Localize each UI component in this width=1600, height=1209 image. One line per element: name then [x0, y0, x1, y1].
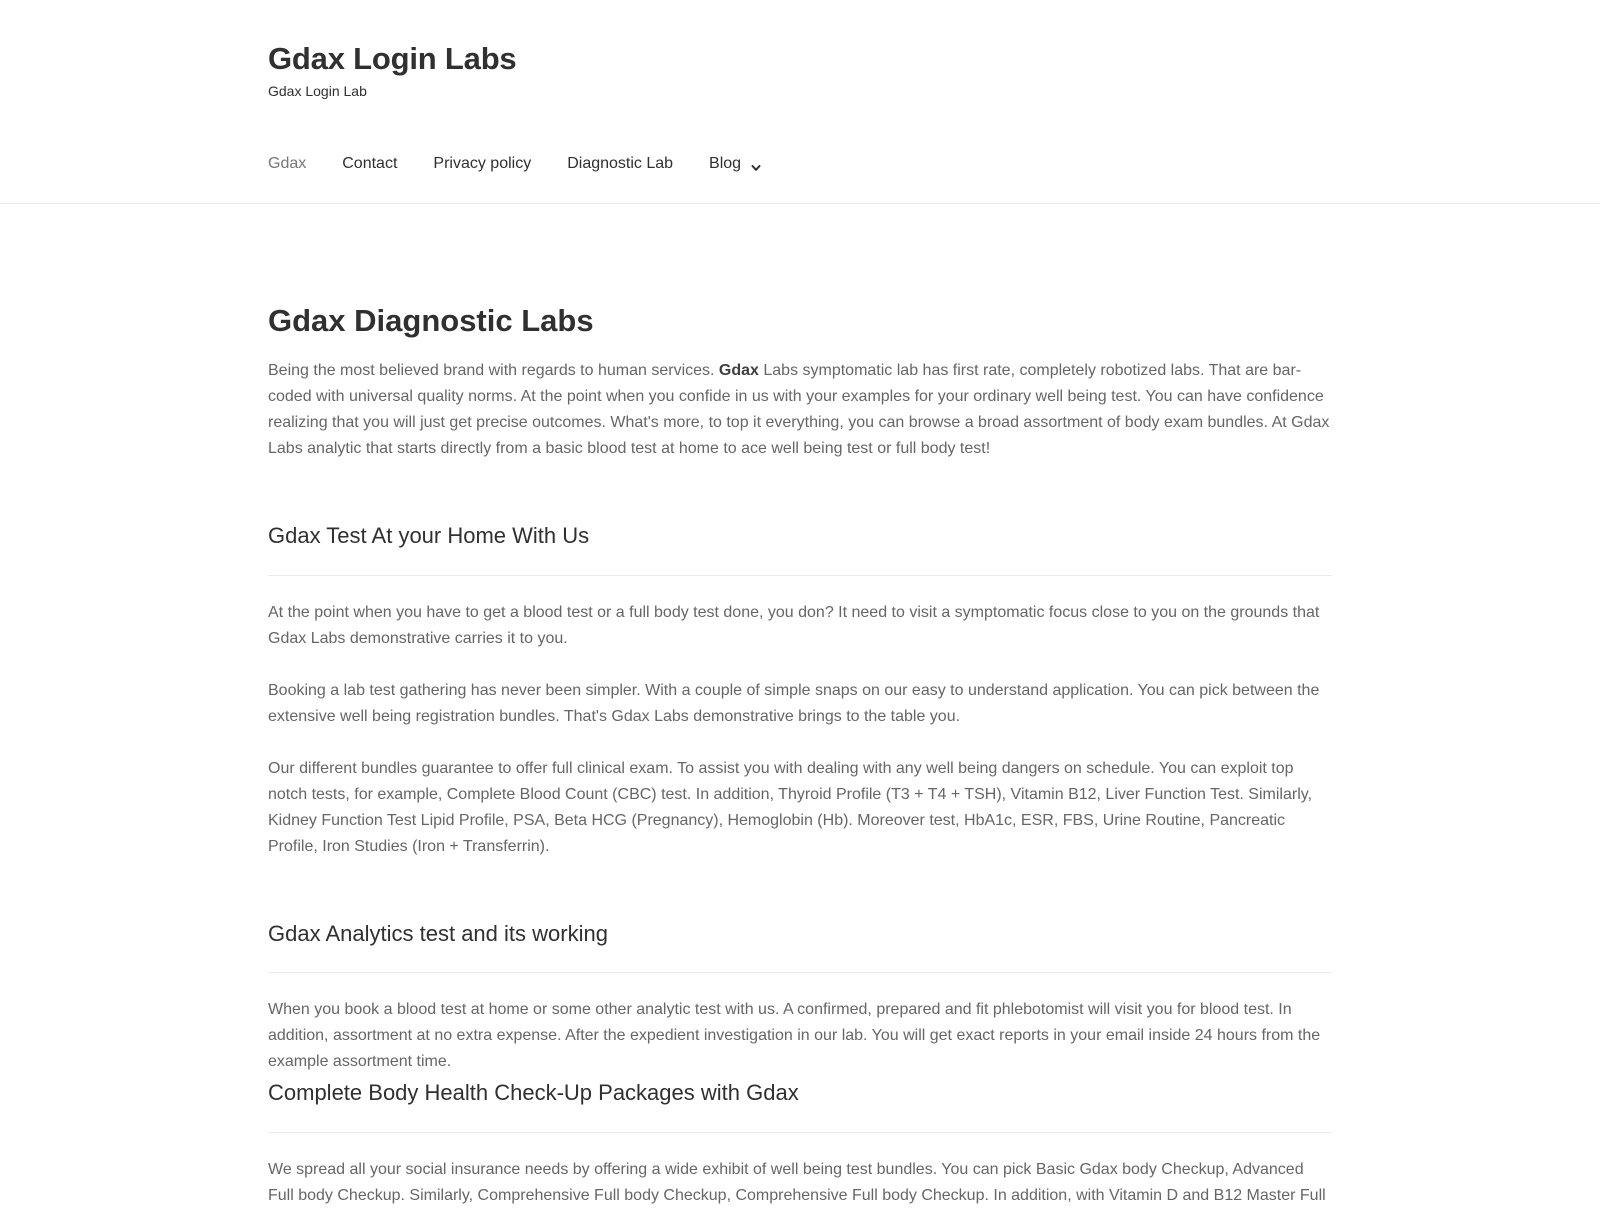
chevron-down-icon[interactable]	[751, 159, 761, 169]
intro-text-start: Being the most believed brand with regards to human services.	[268, 362, 719, 380]
intro-text-end: Labs symptomatic lab has first rate, completely robotized labs. That are bar-coded with universal quality norms. At the point when you confide in us with your examples for your ordinary well being test. You can have confidence realizing that you will just get precise outcomes. What's more, to top it everything, you can browse a broad assortment of body exam bundles. At Gdax Labs analytic that starts directly from a basic blood test at home to ace well being test or full body test!	[268, 362, 1330, 458]
intro-brand-bold: Gdax	[718, 362, 759, 380]
nav-item-label: Diagnostic Lab	[567, 155, 674, 172]
main-navigation	[268, 154, 797, 174]
nav-item-gdax[interactable]	[268, 154, 306, 174]
site-header	[0, 0, 1600, 204]
section-heading-analytics: Gdax Analytics test and its working	[268, 920, 1332, 974]
nav-item-diagnostic-lab[interactable]	[567, 154, 673, 174]
section-paragraph: Booking a lab test gathering has never been simpler. With a couple of simple snaps on our easy to understand application. You can pick between the extensive well being registration bundles. That's Gdax Labs demonstrative brings to the table you.	[268, 681, 1320, 725]
main-content	[268, 302, 1332, 1209]
nav-item-privacy-policy[interactable]	[433, 154, 531, 174]
nav-item-label: Privacy policy	[433, 155, 532, 172]
section-paragraph: We spread all your social insurance needs by offering a wide exhibit of well being test bundles. You can pick Basic Gdax body Checkup, Advanced Full body Checkup. Similarly, Comprehensive Full body Checkup, Comprehensive Full body Checkup. In addition, with Vitamin D and B12 Master Full	[268, 1160, 1326, 1204]
nav-item-blog[interactable]	[709, 154, 761, 174]
nav-item-label: Blog	[709, 155, 742, 172]
nav-item-contact[interactable]	[342, 154, 397, 174]
nav-item-label: Contact	[342, 155, 398, 172]
site-title[interactable]: Gdax Login Labs	[268, 41, 517, 76]
section-heading-home-test: Gdax Test At your Home With Us	[268, 522, 1332, 576]
nav-item-label: Gdax	[268, 155, 307, 172]
section-paragraph: At the point when you have to get a blood test or a full body test done, you don? It need to visit a symptomatic focus close to you on the grounds that Gdax Labs demonstrative carries it to you.	[268, 603, 1320, 647]
site-tagline: Gdax Login Lab	[268, 83, 367, 99]
section-heading-packages: Complete Body Health Check-Up Packages with Gdax	[268, 1079, 1332, 1133]
section-paragraph: Our different bundles guarantee to offer full clinical exam. To assist you with dealing with any well being dangers on schedule. You can exploit top notch tests, for example, Complete Blood Count (CBC) test. In addition, Thyroid Profile (T3 + T4 + TSH), Vitamin B12, Liver Function Test. Similarly, Kidney Function Test Lipid Profile, PSA, Beta HCG (Pregnancy), Hemoglobin (Hb). Moreover test, HbA1c, ESR, FBS, Urine Routine, Pancreatic Profile, Iron Studies (Iron + Transferrin).	[268, 759, 1313, 855]
intro-paragraph	[268, 358, 1332, 462]
page-title: Gdax Diagnostic Labs	[268, 303, 594, 338]
section-paragraph: When you book a blood test at home or some other analytic test with us. A confirmed, prepared and fit phlebotomist will visit you for blood test. In addition, assortment at no extra expense. After the expedient investigation in our lab. You will get exact reports in your email inside 24 hours from the example assortment time.	[268, 1001, 1321, 1071]
